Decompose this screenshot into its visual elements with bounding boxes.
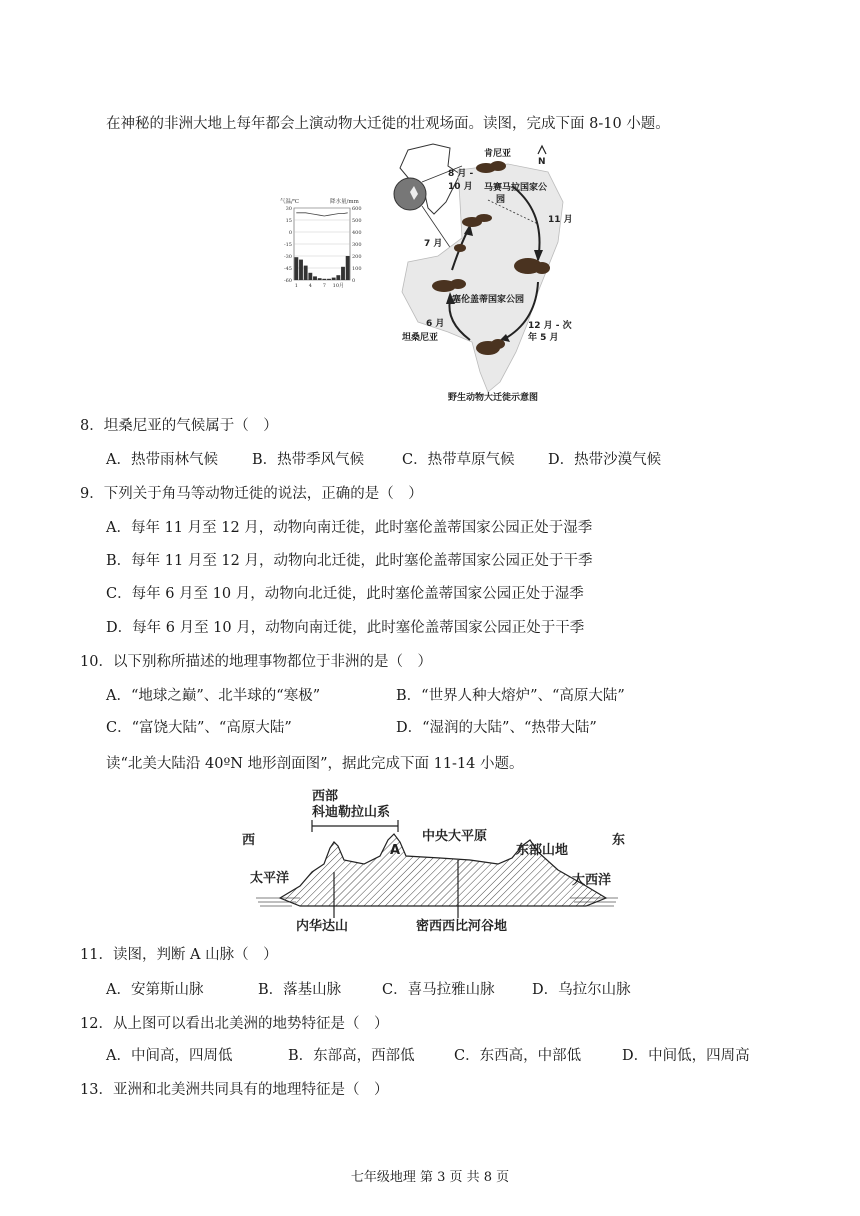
intro-8-10: 在神秘的非洲大地上每年都会上演动物大迁徙的壮观场面。读图，完成下面 8-10 小题。	[106, 116, 670, 132]
label-jun: 6 月	[426, 319, 445, 329]
precip-tick-label: 600	[352, 206, 362, 212]
q11-option-a[interactable]: A．安第斯山脉	[106, 982, 204, 998]
label-dec-may: 12 月 - 次	[528, 321, 572, 331]
precip-bar	[294, 257, 298, 280]
q8-option-d[interactable]: D．热带沙漠气候	[548, 452, 662, 468]
precip-tick-label: 300	[352, 242, 362, 248]
month-tick-label: 7	[322, 283, 326, 289]
label-tanzania: 坦桑尼亚	[402, 333, 439, 343]
label-west-mountains-1: 西部	[312, 789, 339, 804]
label-atlantic: 大西洋	[572, 873, 612, 888]
q11-option-b[interactable]: B．落基山脉	[258, 982, 342, 998]
temp-tick-label: -15	[283, 242, 292, 248]
label-pacific: 太平洋	[250, 871, 290, 886]
label-serengeti: 塞伦盖蒂国家公园	[452, 295, 525, 305]
precip-bar	[336, 275, 340, 280]
precip-tick-label: 0	[352, 278, 356, 284]
month-tick-label: 4	[308, 283, 312, 289]
q9-option-c[interactable]: C．每年 6 月至 10 月，动物向北迁徙，此时塞伦盖蒂国家公园正处于湿季	[106, 586, 584, 602]
q9-option-d[interactable]: D．每年 6 月至 10 月，动物向南迁徙，此时塞伦盖蒂国家公园正处于干季	[106, 620, 585, 636]
label-west: 西	[242, 833, 256, 848]
climate-chart	[278, 196, 360, 290]
q12-option-a[interactable]: A．中间高，四周低	[106, 1048, 233, 1064]
label-west-mountains-2: 科迪勒拉山系	[312, 805, 391, 820]
label-aug-oct: 8 月 -	[448, 169, 474, 179]
precip-bar	[341, 267, 345, 280]
label-kenya: 肯尼亚	[484, 149, 512, 159]
precip-bar	[299, 260, 303, 280]
precip-bar	[308, 273, 312, 280]
q8-option-a[interactable]: A．热带雨林气候	[106, 452, 218, 468]
q9-option-b[interactable]: B．每年 11 月至 12 月，动物向北迁徙，此时塞伦盖蒂国家公园正处于干季	[106, 553, 593, 569]
q10-option-b[interactable]: B．“世界人种大熔炉”、“高原大陆”	[396, 688, 625, 704]
label-central-plain: 中央大平原	[422, 829, 488, 844]
map-caption: 野生动物大迁徙示意图	[448, 393, 539, 403]
temperature-line	[296, 213, 347, 216]
q10-option-a[interactable]: A．“地球之巅”、北半球的“寒极”	[106, 688, 321, 704]
terrain-profile	[240, 782, 640, 936]
zoom-circle	[394, 178, 426, 210]
label-maasai-mara-2: 园	[496, 195, 506, 205]
precip-bar	[313, 276, 317, 280]
label-aug-oct-2: 10 月	[448, 182, 473, 192]
label-maasai-mara: 马赛马拉国家公	[484, 183, 548, 193]
q9-option-a[interactable]: A．每年 11 月至 12 月，动物向南迁徙，此时塞伦盖蒂国家公园正处于湿季	[106, 520, 593, 536]
q10-stem: 10．以下别称所描述的地理事物都位于非洲的是（ ）	[80, 654, 432, 670]
q12-option-c[interactable]: C．东西高，中部低	[454, 1048, 582, 1064]
q11-stem: 11．读图，判断 A 山脉（ ）	[80, 947, 278, 963]
month-tick-label: 10月	[332, 283, 345, 289]
temp-tick-label: -30	[283, 254, 292, 260]
precip-tick-label: 200	[352, 254, 362, 260]
label-east-mountains: 东部山地	[516, 843, 569, 858]
temp-tick-label: 30	[285, 206, 292, 212]
q13-stem: 13．亚洲和北美洲共同具有的地理特征是（ ）	[80, 1082, 389, 1098]
precip-tick-label: 400	[352, 230, 362, 236]
q12-option-b[interactable]: B．东部高，西部低	[288, 1048, 415, 1064]
month-tick-label: 1	[294, 283, 298, 289]
q8-option-b[interactable]: B．热带季风气候	[252, 452, 365, 468]
q9-stem: 9．下列关于角马等动物迁徙的说法，正确的是（ ）	[80, 486, 423, 502]
q12-option-d[interactable]: D．中间低，四周高	[622, 1048, 750, 1064]
temp-tick-label: -45	[283, 266, 292, 272]
label-dec-may-2: 年 5 月	[528, 333, 559, 343]
precip-bar	[346, 256, 350, 280]
q10-option-d[interactable]: D．“湿润的大陆”、“热带大陆”	[396, 720, 597, 736]
q12-stem: 12．从上图可以看出北美洲的地势特征是（ ）	[80, 1016, 389, 1032]
precip-bar	[318, 278, 322, 280]
precip-bar	[327, 279, 331, 280]
precip-bar	[332, 278, 336, 280]
q11-option-d[interactable]: D．乌拉尔山脉	[532, 982, 631, 998]
migration-map	[388, 142, 588, 404]
precip-axis-label: 降水量/mm	[330, 199, 359, 205]
temp-axis-label: 气温/℃	[280, 199, 300, 205]
label-jul: 7 月	[424, 239, 443, 249]
temp-tick-label: 15	[285, 218, 292, 224]
label-nov: 11 月	[548, 215, 573, 225]
north-arrow-icon	[538, 146, 546, 154]
label-nevada: 内华达山	[296, 919, 349, 934]
q8-option-c[interactable]: C．热带草原气候	[402, 452, 515, 468]
precip-tick-label: 100	[352, 266, 362, 272]
north-label: N	[538, 157, 546, 167]
precip-bar	[304, 266, 308, 280]
label-mississippi: 密西西比河谷地	[416, 919, 508, 934]
label-east: 东	[612, 833, 626, 848]
precip-bar	[322, 279, 326, 280]
q10-option-c[interactable]: C．“富饶大陆”、“高原大陆”	[106, 720, 292, 736]
temp-tick-label: 0	[288, 230, 292, 236]
page-footer: 七年级地理 第 3 页 共 8 页	[350, 1170, 510, 1185]
intro-11-14: 读“北美大陆沿 40ºN 地形剖面图”，据此完成下面 11-14 小题。	[106, 756, 524, 772]
precip-tick-label: 500	[352, 218, 362, 224]
q11-option-c[interactable]: C．喜马拉雅山脉	[382, 982, 495, 998]
label-peak-a: A	[390, 843, 401, 858]
q8-stem: 8．坦桑尼亚的气候属于（ ）	[80, 418, 278, 434]
temp-tick-label: -60	[283, 278, 292, 284]
